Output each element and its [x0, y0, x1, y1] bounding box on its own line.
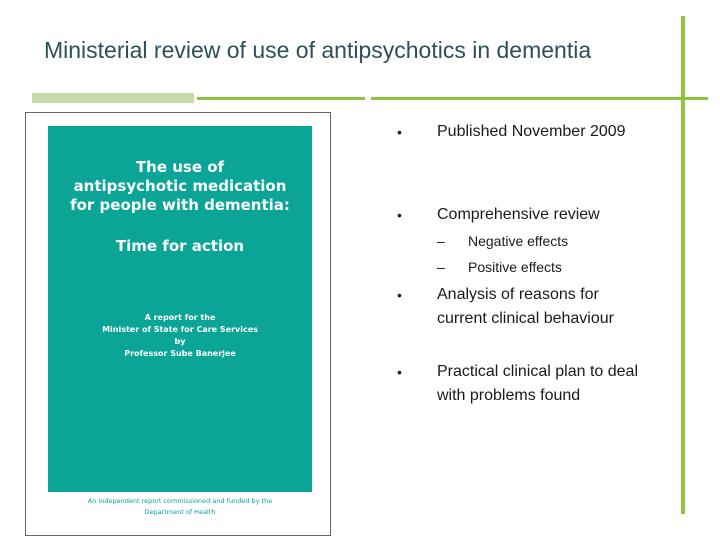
report-cover-title-line: The use of — [135, 158, 225, 176]
report-cover-author-block — [48, 312, 312, 360]
report-cover-title — [48, 158, 312, 215]
report-cover-title-line: for people with dementia: — [70, 196, 290, 214]
report-cover-author-line: Minister of State for Care Services — [102, 325, 258, 334]
title-underline-left — [32, 93, 194, 103]
bullet-text: Published November 2009 — [437, 123, 626, 140]
title-underline-right — [371, 97, 708, 100]
report-cover-footer-line: An independent report commissioned and funded by the — [87, 497, 273, 505]
bullet-text: Analysis of reasons for current clinical behaviour — [437, 286, 614, 327]
bullet-marker: • — [397, 124, 402, 140]
slide-title: Ministerial review of use of antipsychotics in dementia — [44, 37, 592, 63]
report-cover-author-line: Professor Sube Banerjee — [124, 349, 236, 358]
bullet-marker: • — [397, 207, 402, 223]
bullet-marker: • — [397, 287, 402, 303]
bullet-text: Comprehensive review — [437, 206, 600, 223]
sub-bullet-marker: – — [437, 233, 445, 249]
report-cover-title-line: antipsychotic medication — [73, 177, 287, 195]
vertical-accent-rule — [681, 16, 685, 514]
report-cover-subtitle: Time for action — [115, 237, 245, 255]
report-cover-footer — [48, 496, 312, 518]
bullet-marker: • — [397, 364, 402, 380]
sub-bullet-text: Positive effects — [468, 259, 562, 275]
report-cover — [48, 126, 312, 492]
sub-bullet-marker: – — [437, 259, 445, 275]
sub-bullet-text: Negative effects — [468, 233, 569, 249]
bullet-text: Practical clinical plan to deal with problems found — [437, 363, 638, 404]
report-cover-author-line: by — [174, 337, 186, 346]
title-underline-middle — [197, 97, 365, 100]
report-cover-author-line: A report for the — [144, 313, 216, 322]
report-cover-footer-line: Department of Health — [144, 508, 216, 516]
